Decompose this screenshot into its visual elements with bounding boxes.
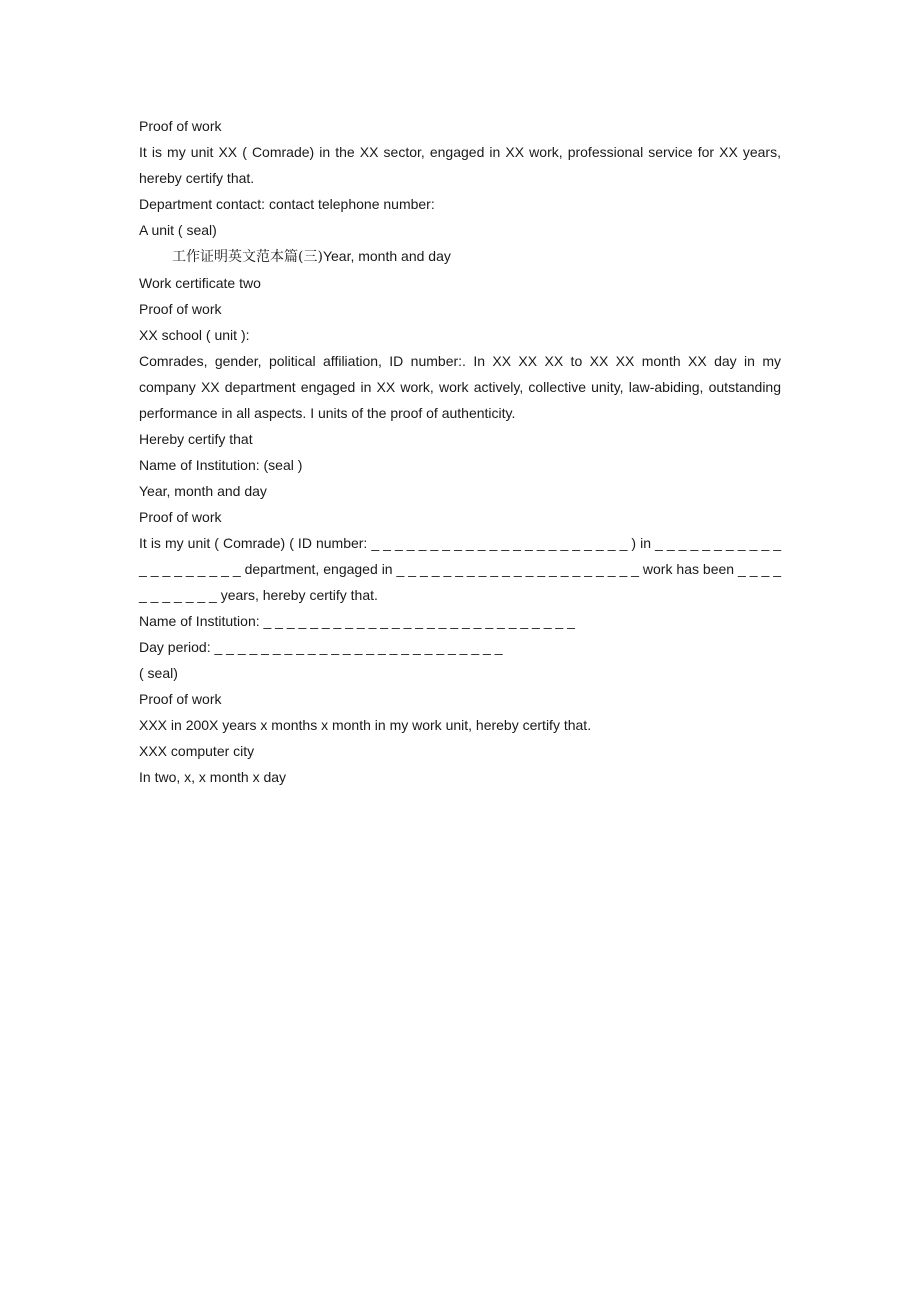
section-title-three [139, 243, 781, 270]
heading-proof-of-work-2: Proof of work [139, 301, 222, 317]
heading-proof-of-work-3: Proof of work [139, 509, 222, 525]
date-line-2: In two, x, x month x day [139, 769, 287, 785]
document-body [139, 113, 781, 790]
institution-seal-line: Name of Institution: (seal ) [139, 457, 303, 473]
day-period-blank-line: Day period: _ _ _ _ _ _ _ _ _ _ _ _ _ _ _ _ _ _ _ _ _ _ _ _ _ [139, 639, 503, 655]
hereby-certify-line: Hereby certify that [139, 431, 253, 447]
institution-name-blank-line: Name of Institution: _ _ _ _ _ _ _ _ _ _ _ _ _ _ _ _ _ _ _ _ _ _ _ _ _ _ _ [139, 613, 575, 629]
section-title-cjk: 工作证明英文范本篇(三) [172, 249, 323, 265]
paragraph-certification-1: It is my unit XX ( Comrade) in the XX sector, engaged in XX work, professional service for XX years, hereby certify that. [139, 144, 781, 186]
heading-proof-of-work-1: Proof of work [139, 118, 222, 134]
section-title-date: Year, month and day [322, 248, 451, 264]
seal-line: ( seal) [139, 665, 178, 681]
work-certificate-two-title: Work certificate two [139, 275, 261, 291]
school-unit-line: XX school ( unit ): [139, 327, 250, 343]
paragraph-200x: XXX in 200X years x months x month in my work unit, hereby certify that. [139, 717, 592, 733]
unit-seal-line: A unit ( seal) [139, 222, 217, 238]
paragraph-fill-in-form: It is my unit ( Comrade) ( ID number: _ _ _ _ _ _ _ _ _ _ _ _ _ _ _ _ _ _ _ _ _ _ ) in _ _ _ _ _ _ _ _ _ _ _ _ _ _ _ _ _ _ _ _ department, engaged in _ _ _ _ _ _ _ _ _ _ _ _ _ _ _ _ _ _ _ _ _ work has been _ _ _ _ _ _ _ _ _ _ _ years, hereby certify that. [139, 535, 781, 603]
computer-city-line: XXX computer city [139, 743, 255, 759]
date-line-1: Year, month and day [139, 483, 267, 499]
paragraph-comrades: Comrades, gender, political affiliation, ID number:. In XX XX XX to XX XX month XX day in my company XX department engaged in XX work, work actively, collective unity, law-abiding, outstanding performance in all aspects. I units of the proof of authenticity. [139, 353, 781, 421]
heading-proof-of-work-4: Proof of work [139, 691, 222, 707]
department-contact-line: Department contact: contact telephone number: [139, 196, 435, 212]
